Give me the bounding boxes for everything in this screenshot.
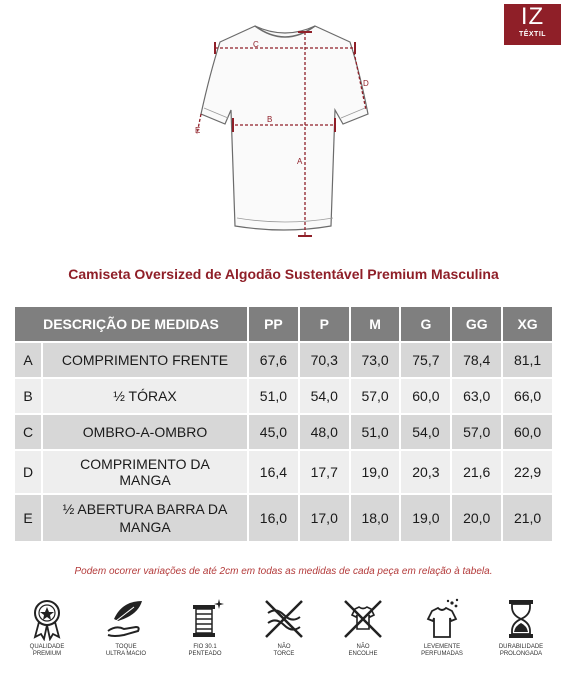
feature-label: TOQUE ULTRA MACIO	[105, 644, 147, 657]
brand-logo	[504, 4, 561, 45]
value-xg: 22,9	[501, 451, 552, 493]
diagram-label-a: A	[297, 157, 303, 166]
diagram-label-e: E	[195, 126, 201, 135]
header-description: DESCRIÇÃO DE MEDIDAS	[15, 307, 247, 341]
header-size-g: G	[399, 307, 450, 341]
row-description: OMBRO-A-OMBRO	[41, 415, 247, 449]
feature-durability	[484, 597, 558, 658]
value-pp: 51,0	[247, 379, 298, 413]
value-gg: 20,0	[450, 495, 501, 541]
value-m: 51,0	[349, 415, 400, 449]
product-title: Camiseta Oversized de Algodão Sustentável Premium Masculina	[68, 266, 499, 282]
value-pp: 16,0	[247, 495, 298, 541]
feature-label: NÃO TORCE	[273, 644, 295, 657]
value-m: 18,0	[349, 495, 400, 541]
feature-perfumed	[405, 597, 479, 658]
hourglass-icon	[499, 597, 543, 641]
diagram-label-d: D	[363, 79, 369, 88]
value-g: 20,3	[399, 451, 450, 493]
no-wring-icon	[262, 597, 306, 641]
value-p: 17,0	[298, 495, 349, 541]
row-letter: D	[15, 451, 41, 493]
value-p: 48,0	[298, 415, 349, 449]
row-description: ½ TÓRAX	[41, 379, 247, 413]
value-gg: 21,6	[450, 451, 501, 493]
value-g: 54,0	[399, 415, 450, 449]
feature-label: FIO 30.1 PENTEADO	[188, 644, 222, 657]
value-pp: 67,6	[247, 343, 298, 377]
feature-no-shrink	[326, 597, 400, 658]
feature-label: NÃO ENCOLHE	[348, 644, 378, 657]
feature-label: DURABILIDADE PROLONGADA	[498, 644, 544, 657]
logo-text: IZ	[520, 3, 545, 30]
row-letter: E	[15, 495, 41, 541]
value-m: 19,0	[349, 451, 400, 493]
value-xg: 21,0	[501, 495, 552, 541]
header-size-p: P	[298, 307, 349, 341]
feature-label: QUALIDADE PREMIUM	[29, 644, 65, 657]
value-m: 73,0	[349, 343, 400, 377]
feature-thread	[168, 597, 242, 658]
table-row	[15, 451, 552, 493]
no-shrink-icon	[341, 597, 385, 641]
value-pp: 45,0	[247, 415, 298, 449]
feature-no-wring	[247, 597, 321, 658]
value-xg: 60,0	[501, 415, 552, 449]
feature-quality	[10, 597, 84, 658]
table-row	[15, 415, 552, 449]
value-xg: 81,1	[501, 343, 552, 377]
table-row	[15, 343, 552, 377]
value-g: 60,0	[399, 379, 450, 413]
row-description: ½ ABERTURA BARRA DA MANGA	[41, 495, 247, 541]
row-description: COMPRIMENTO DA MANGA	[41, 451, 247, 493]
value-g: 75,7	[399, 343, 450, 377]
soft-feather-hand-icon	[104, 597, 148, 641]
feature-icons	[10, 597, 557, 667]
table-row	[15, 379, 552, 413]
diagram-label-b: B	[267, 115, 273, 124]
value-gg: 57,0	[450, 415, 501, 449]
value-pp: 16,4	[247, 451, 298, 493]
row-letter: A	[15, 343, 41, 377]
quality-medal-icon	[27, 597, 67, 641]
value-p: 70,3	[298, 343, 349, 377]
size-table	[15, 305, 552, 543]
value-p: 54,0	[298, 379, 349, 413]
size-table-header	[15, 307, 552, 341]
logo-subtext: TÊXTIL	[518, 31, 547, 38]
value-gg: 63,0	[450, 379, 501, 413]
diagram-label-c: C	[253, 40, 259, 49]
header-size-xg: XG	[501, 307, 552, 341]
tshirt-measurement-diagram	[185, 18, 385, 248]
table-row	[15, 495, 552, 541]
value-xg: 66,0	[501, 379, 552, 413]
feature-label: LEVEMENTE PERFUMADAS	[421, 644, 463, 657]
value-g: 19,0	[399, 495, 450, 541]
feature-soft	[89, 597, 163, 658]
row-description: COMPRIMENTO FRENTE	[41, 343, 247, 377]
row-letter: C	[15, 415, 41, 449]
row-letter: B	[15, 379, 41, 413]
header-size-gg: GG	[450, 307, 501, 341]
measurement-note: Podem ocorrer variações de até 2cm em todas as medidas de cada peça em relação à tabela.	[74, 566, 493, 577]
header-size-pp: PP	[247, 307, 298, 341]
value-p: 17,7	[298, 451, 349, 493]
perfumed-shirt-icon	[420, 597, 464, 641]
value-gg: 78,4	[450, 343, 501, 377]
header-size-m: M	[349, 307, 400, 341]
value-m: 57,0	[349, 379, 400, 413]
thread-spool-icon	[183, 597, 227, 641]
